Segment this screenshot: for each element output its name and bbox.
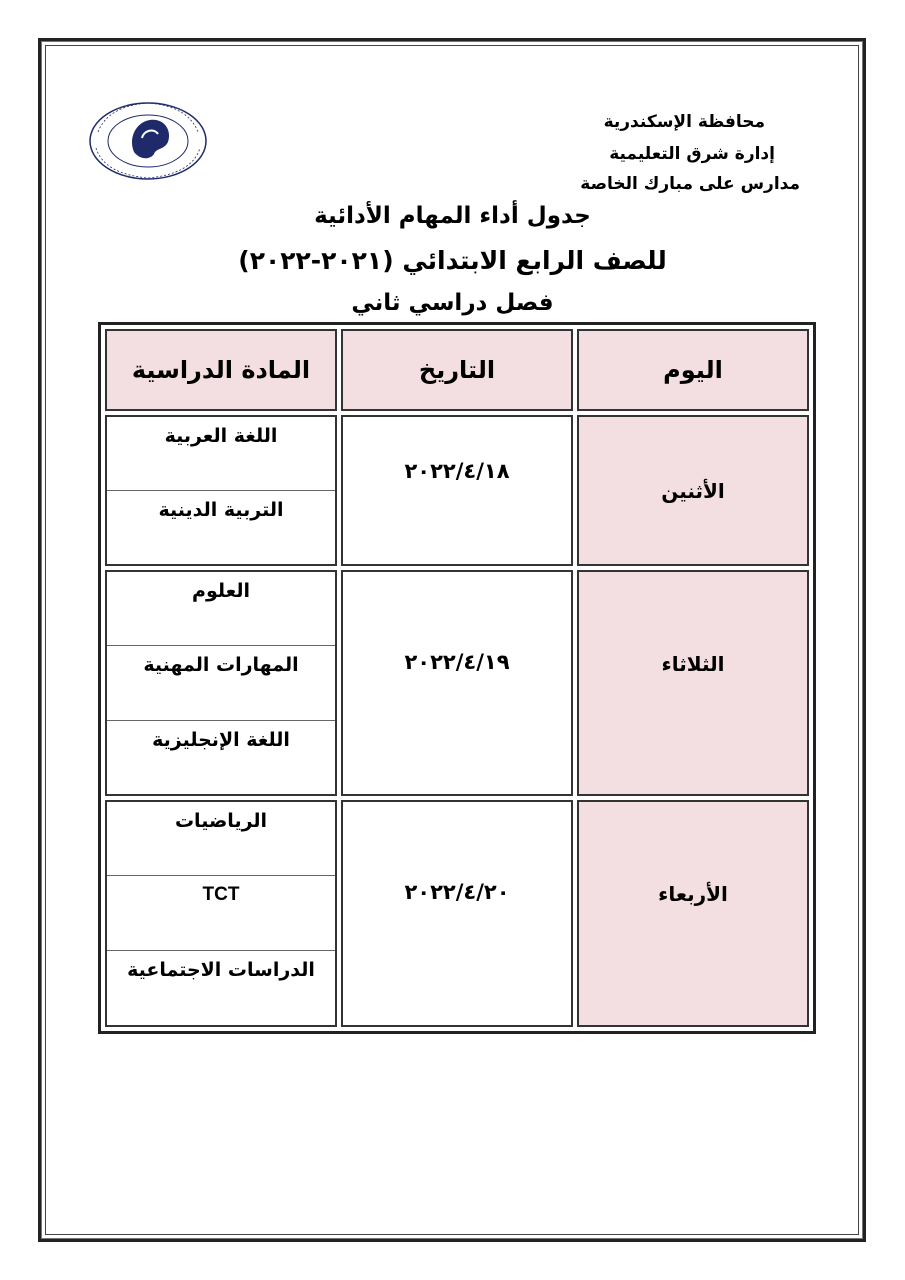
- grade-year-title: للصف الرابع الابتدائي (٢٠٢١-٢٠٢٢): [238, 246, 667, 275]
- school-seal-logo-icon: [84, 98, 212, 184]
- subject-item: الرياضيات: [107, 802, 335, 877]
- administration-text: إدارة شرق التعليمية: [609, 144, 775, 164]
- subject-item: TCT: [107, 876, 335, 951]
- schedule-title: جدول أداء المهام الأدائية: [314, 203, 591, 229]
- governorate-text: محافظة الإسكندرية: [603, 112, 765, 132]
- schedule-table: [98, 322, 816, 1034]
- subjects-cell: [105, 570, 337, 795]
- day-cell: الأربعاء: [577, 800, 809, 1027]
- subject-item: اللغة الإنجليزية: [152, 728, 290, 751]
- subject-item: اللغة العربية: [107, 417, 335, 491]
- subject-item: المهارات المهنية: [107, 646, 335, 720]
- table-row: [105, 570, 809, 795]
- school-name-text: مدارس على مبارك الخاصة: [580, 174, 800, 194]
- subject-item: العلوم: [107, 572, 335, 646]
- subject-item: الدراسات الاجتماعية: [127, 959, 315, 982]
- date-cell: ٢٠٢٢/٤/٢٠: [341, 800, 573, 1027]
- header-day: اليوم: [577, 329, 809, 411]
- table-row: [105, 800, 809, 1027]
- subject-item: التربية الدينية: [158, 499, 284, 522]
- date-cell: ٢٠٢٢/٤/١٨: [341, 415, 573, 566]
- header-date: التاريخ: [341, 329, 573, 411]
- subjects-cell: [105, 415, 337, 566]
- semester-title: فصل دراسي ثاني: [351, 290, 554, 316]
- day-cell: الثلاثاء: [577, 570, 809, 795]
- date-cell: ٢٠٢٢/٤/١٩: [341, 570, 573, 795]
- table-header-row: [105, 329, 809, 411]
- table-row: [105, 415, 809, 566]
- header-subject: المادة الدراسية: [105, 329, 337, 411]
- day-cell: الأثنين: [577, 415, 809, 566]
- subjects-cell: [105, 800, 337, 1027]
